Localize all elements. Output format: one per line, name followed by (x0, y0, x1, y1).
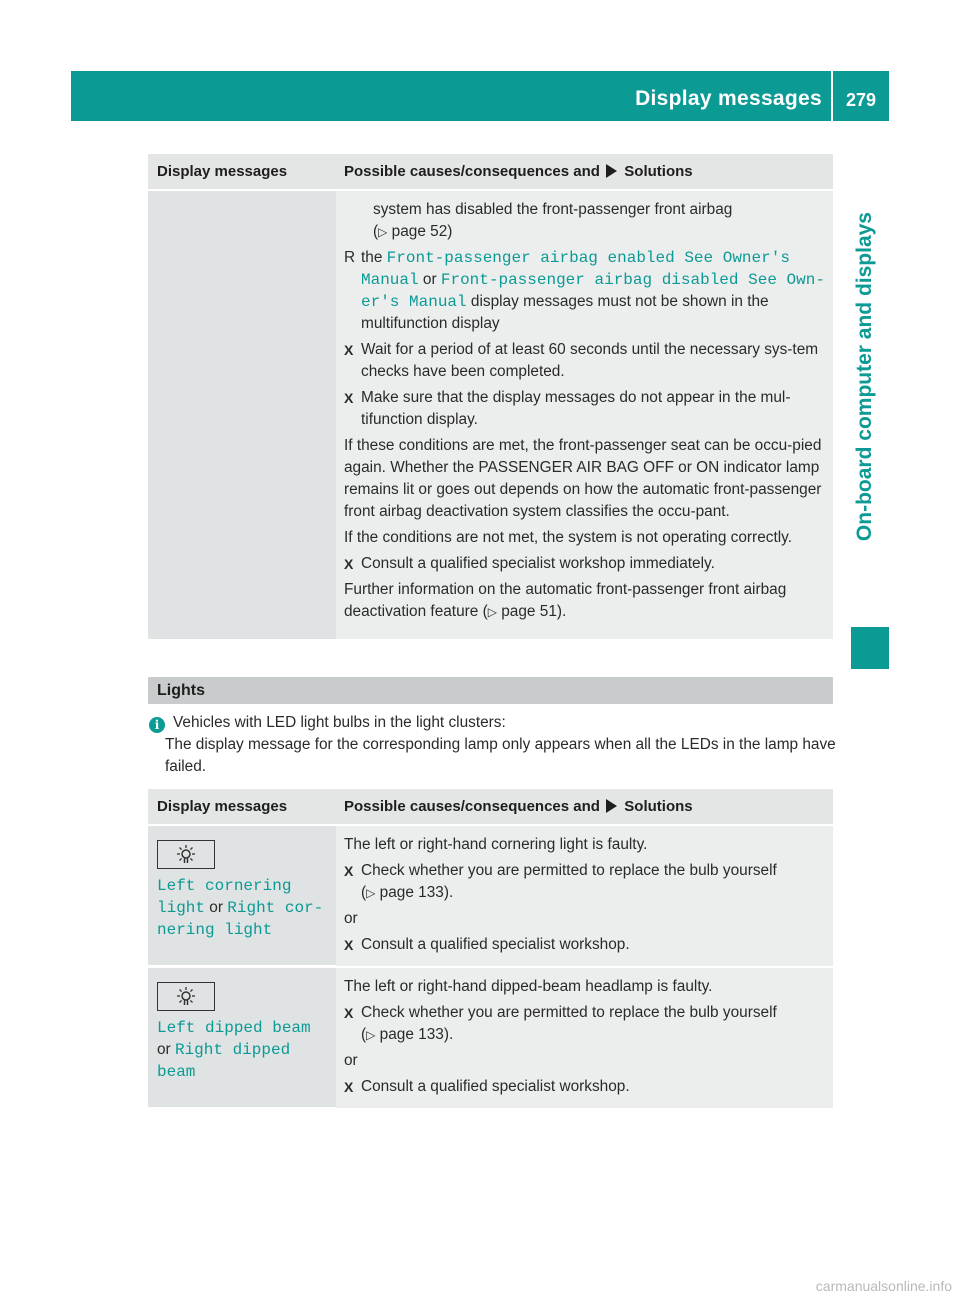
paragraph: If these conditions are met, the front-passenger seat can be occu-pied again. Whether the PASSENGER AIR BAG OFF or ON indicator lamp remains lit or goes out depends on how the automatic front-passenger front airbag deactivation system classifies the occu-pant. (344, 437, 822, 520)
table-row (148, 824, 833, 966)
step-arrow-icon: X (344, 390, 354, 406)
display-message-text: Right cor‐nering light (157, 899, 324, 939)
watermark: carmanualsonline.info (815, 1278, 952, 1294)
list-item: R the Front-passenger airbag enabled See Owner's Manual or Front-passenger airbag disabled See Own‐er's Manual display messages must not be shown in the multifunction display (344, 249, 825, 332)
message-cell: Left cornering light or Right cor‐nering light (148, 826, 336, 965)
bulb-fault-icon (157, 982, 215, 1011)
message-cell-empty (148, 191, 336, 639)
table-row (148, 189, 833, 639)
step-arrow-icon: X (344, 342, 354, 358)
page-header (71, 71, 889, 121)
col-header-messages: Display messages (157, 163, 288, 180)
col-header-messages: Display messages (157, 798, 288, 815)
play-arrow-icon (606, 164, 617, 178)
instruction-step: X Make sure that the display messages do not appear in the mul-tifunction display. (344, 389, 791, 428)
display-message-text: Left cornering light (157, 877, 292, 917)
instruction-step: X Consult a qualified specialist workshop immediately. (344, 555, 715, 572)
header-title: Display messages (635, 87, 822, 110)
info-icon: i (149, 717, 165, 733)
table-lights (148, 789, 833, 1108)
bulb-fault-icon (157, 840, 215, 869)
page-reference: (▷ page 133). (361, 1026, 454, 1043)
arrow-right-icon: ▷ (487, 605, 497, 619)
display-message-text: Front-passenger airbag disabled See Own‐er's Manual (361, 271, 825, 311)
side-tab-marker (851, 627, 889, 669)
section-title-lights: Lights (148, 677, 833, 704)
instruction-step: X Wait for a period of at least 60 seconds until the necessary sys-tem checks have been completed. (344, 341, 819, 380)
causes-cell (336, 191, 833, 639)
play-arrow-icon (606, 799, 617, 813)
causes-cell (336, 826, 833, 966)
or-text: or (344, 1052, 358, 1069)
table-row (148, 966, 833, 1108)
instruction-step: X Consult a qualified specialist workshop. (344, 936, 630, 953)
instruction-step: X Check whether you are permitted to replace the bulb yourself (344, 862, 777, 879)
info-note: i Vehicles with LED light bulbs in the light clusters: The display message for the corresponding lamp only appears when all the LEDs in the lamp have failed. (148, 712, 838, 778)
step-arrow-icon: X (344, 863, 354, 879)
message-cell: Left dipped beam or Right dipped beam (148, 968, 336, 1107)
display-message-text: Right dipped beam (157, 1041, 291, 1081)
cause-text: The left or right-hand dipped-beam headlamp is faulty. (344, 978, 713, 995)
cause-text: The left or right-hand cornering light is faulty. (344, 836, 648, 853)
arrow-right-icon: ▷ (378, 225, 388, 239)
instruction-step: X Consult a qualified specialist workshop. (344, 1078, 630, 1095)
page-number: 279 (845, 90, 877, 110)
step-arrow-icon: X (344, 1005, 354, 1021)
table-header (148, 154, 833, 189)
causes-cell (336, 968, 833, 1108)
col-header-causes: Possible causes/consequences and Solutions (344, 798, 693, 815)
bullet-icon: R (344, 249, 356, 266)
col-header-causes: Possible causes/consequences and Solutions (344, 163, 693, 180)
paragraph: Further information on the automatic front-passenger front airbag deactivation feature (▷ page 51). (344, 581, 787, 620)
display-message-text: Left dipped beam (157, 1019, 311, 1037)
paragraph: If the conditions are not met, the system is not operating correctly. (344, 529, 792, 546)
display-message-text: Front-passenger airbag enabled See Owner's Manual (361, 249, 790, 289)
arrow-right-icon: ▷ (366, 1028, 376, 1042)
text-line: system has disabled the front-passenger front airbag (373, 201, 733, 218)
step-arrow-icon: X (344, 1079, 354, 1095)
or-text: or (344, 910, 358, 927)
page-reference: (▷ page 52) (373, 223, 453, 240)
page-reference: (▷ page 133). (361, 884, 454, 901)
instruction-step: X Check whether you are permitted to replace the bulb yourself (344, 1004, 777, 1021)
side-section-label: On-board computer and displays (853, 212, 876, 542)
step-arrow-icon: X (344, 556, 354, 572)
table-airbag-continued (148, 154, 833, 639)
step-arrow-icon: X (344, 937, 354, 953)
table-header (148, 789, 833, 824)
arrow-right-icon: ▷ (366, 886, 376, 900)
